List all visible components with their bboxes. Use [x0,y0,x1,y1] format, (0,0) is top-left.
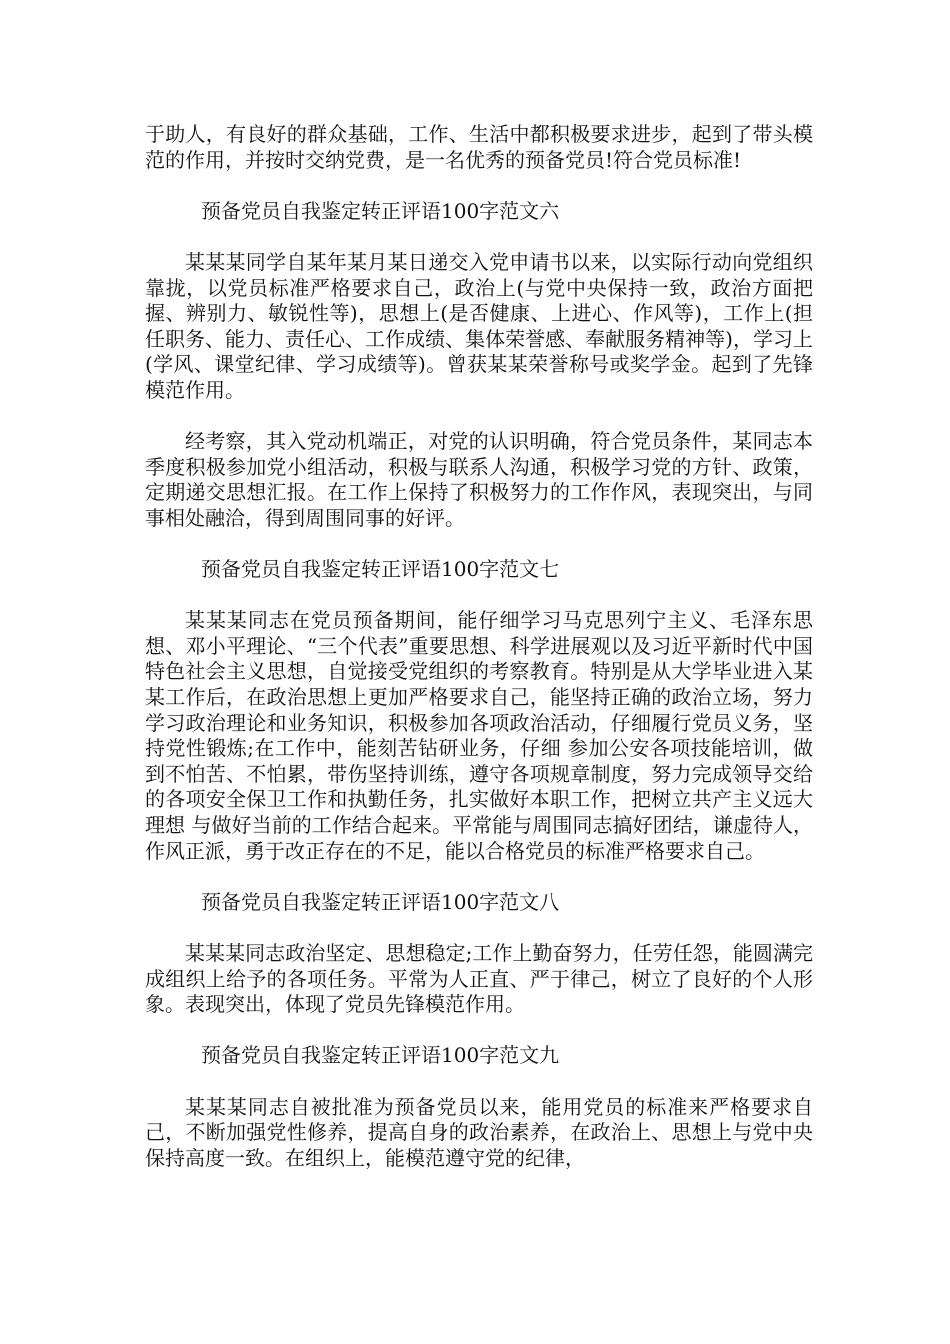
body-paragraph: 某某某同志政治坚定、思想稳定;工作上勤奋努力，任劳任怨，能圆满完成组织上给予的各项任务。平常为人正直、严于律己，树立了良好的个人形象。表现突出，体现了党员先锋模范作用。 [145,941,813,1017]
body-paragraph: 某某某同学自某年某月某日递交入党申请书以来，以实际行动向党组织靠拢，以党员标准严格要求自己，政治上(与党中央保持一致，政治方面把握、辨别力、敏锐性等)，思想上(是否健康、上进心、作风等)，工作上(担任职务、能力、责任心、工作成绩、集体荣誉感、奉献服务精神等)，学习上(学风、课堂纪律、学习成绩等)。曾获某某荣誉称号或奖学金。起到了先锋模范作用。 [145,249,813,402]
body-paragraph: 经考察，其入党动机端正，对党的认识明确，符合党员条件，某同志本季度积极参加党小组活动，积极与联系人沟通，积极学习党的方针、政策，定期递交思想汇报。在工作上保持了积极努力的工作作风，表现突出，与同事相处融洽，得到周围同事的好评。 [145,429,813,530]
body-paragraph: 某某某同志在党员预备期间，能仔细学习马克思列宁主义、毛泽东思想、邓小平理论、“三个代表”重要思想、科学进展观以及习近平新时代中国特色社会主义思想，自觉接受党组织的考察教育。特别是从大学毕业进入某某工作后，在政治思想上更加严格要求自己，能坚持正确的政治立场，努力学习政治理论和业务知识，积极参加各项政治活动，仔细履行党员义务，坚持党性锻炼;在工作中，能刻苦钻研业务，仔细 参加公安各项技能培训，做到不怕苦、不怕累，带伤坚持训练，遵守各项规章制度，努力完成领导交给的各项安全保卫工作和执勤任务，扎实做好本职工作，把树立共产主义远大理想 与做好当前的工作结合起来。平常能与周围同志搞好团结，谦虚待人，作风正派，勇于改正存在的不足，能以合格党员的标准严格要求自己。 [145,608,813,863]
section-heading: 预备党员自我鉴定转正评语100字范文八 [201,889,560,914]
body-paragraph: 某某某同志自被批准为预备党员以来，能用党员的标准来严格要求自己，不断加强党性修养，提高自身的政治素养，在政治上、思想上与党中央保持高度一致。在组织上，能模范遵守党的纪律， [145,1094,813,1170]
section-heading: 预备党员自我鉴定转正评语100字范文六 [201,198,560,223]
section-heading: 预备党员自我鉴定转正评语100字范文九 [201,1043,560,1068]
body-paragraph: 于助人，有良好的群众基础，工作、生活中都积极要求进步，起到了带头模范的作用，并按时交纳党费，是一名优秀的预备党员!符合党员标准! [145,122,813,172]
section-heading: 预备党员自我鉴定转正评语100字范文七 [201,557,560,582]
document-page [145,122,813,1197]
